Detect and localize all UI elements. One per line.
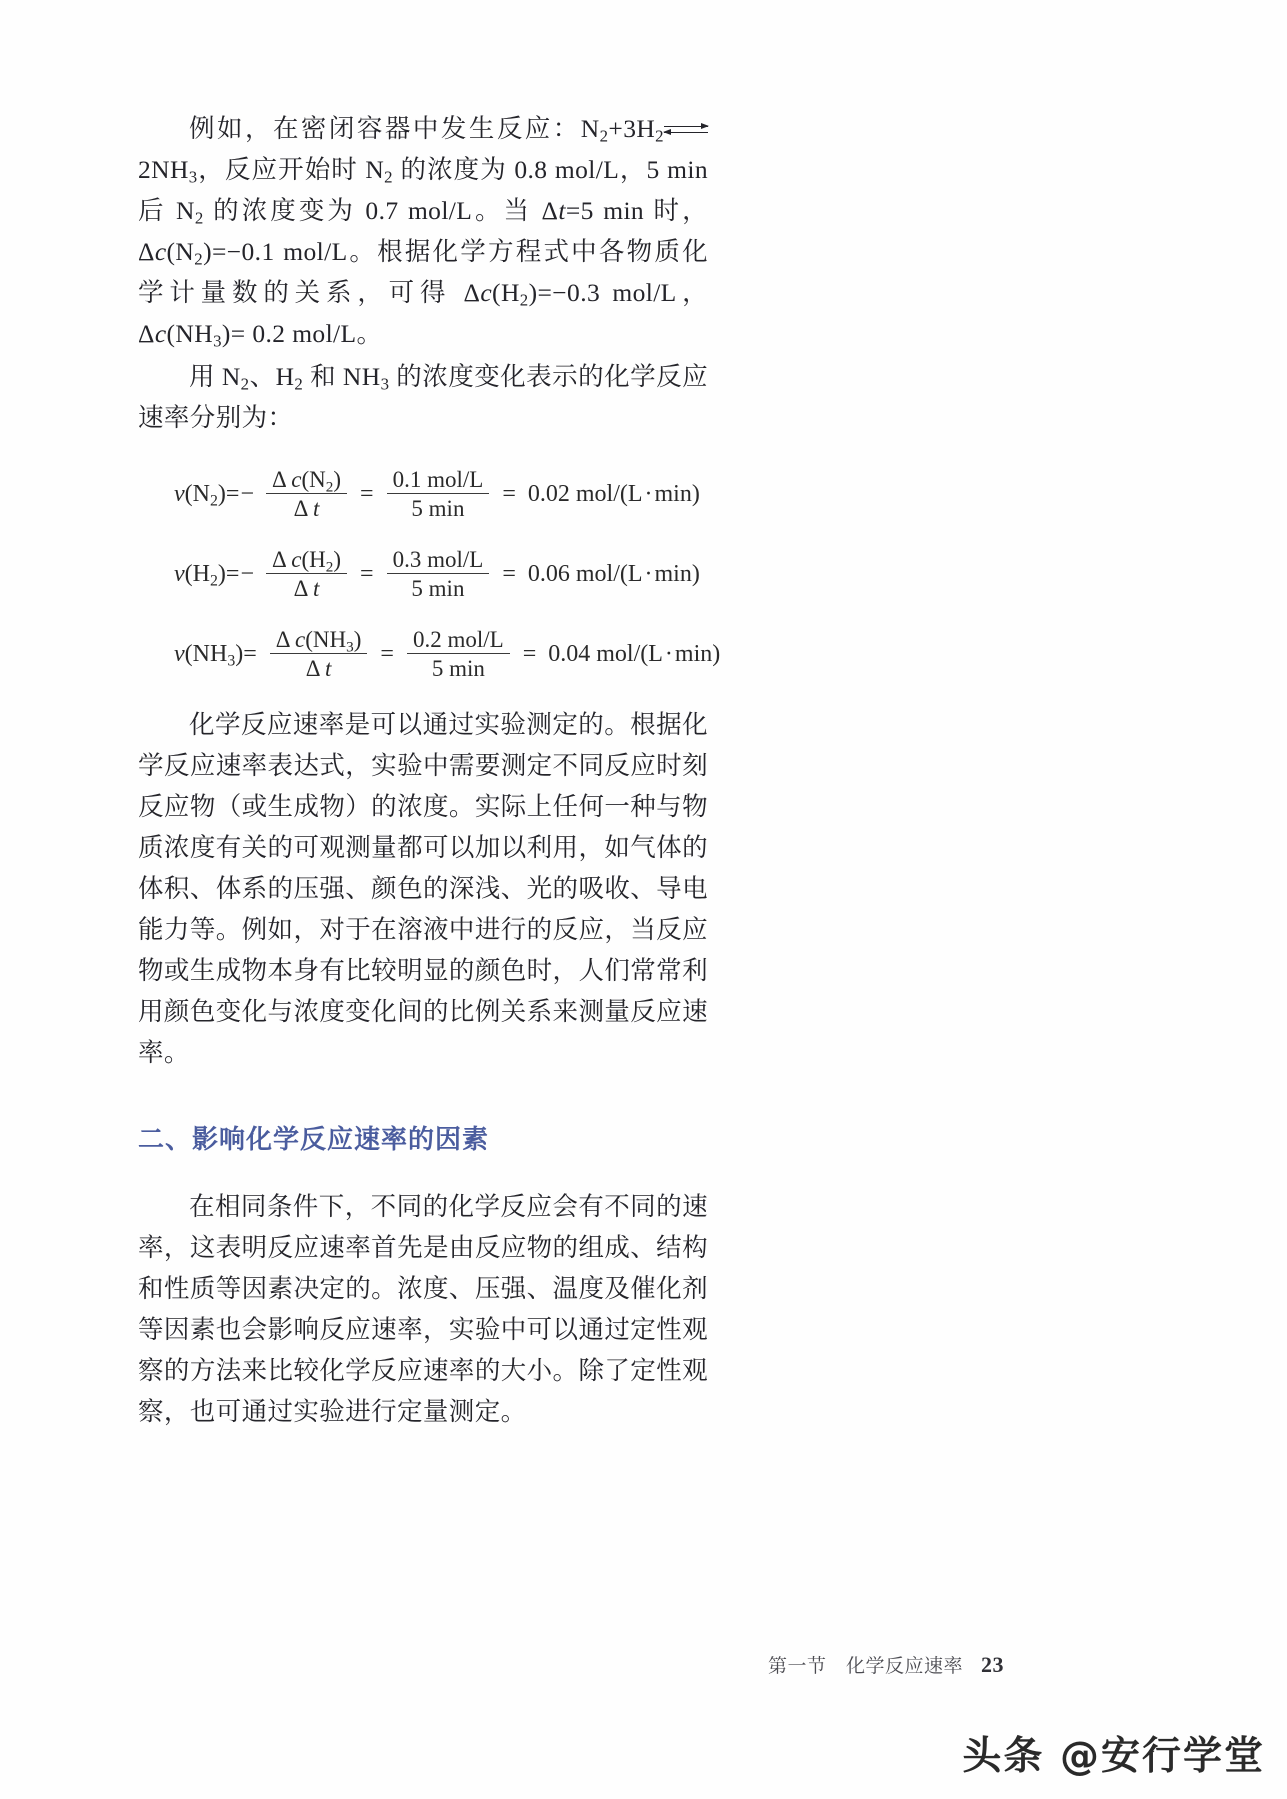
minus-sign: − xyxy=(240,481,254,507)
text-run: min) xyxy=(674,641,721,667)
text-run: )=−0.1 mol/L。根据化学方程式中各物质化学计量数的关系，可得 Δ xyxy=(138,237,708,307)
paragraph-rate-intro xyxy=(138,356,708,438)
delta-symbol: Δ xyxy=(305,656,320,681)
fraction-denominator: 5 min xyxy=(431,656,485,681)
text-run: (NH xyxy=(305,627,347,652)
fraction-values xyxy=(387,548,490,600)
subscript: 3 xyxy=(227,652,236,670)
subscript: 2 xyxy=(325,478,334,496)
text-run: 2NH xyxy=(138,155,189,184)
subscript: 2 xyxy=(294,374,304,394)
center-dot-icon: · xyxy=(644,561,653,587)
text-run: )= xyxy=(217,561,240,587)
formula-n2 xyxy=(138,468,708,520)
math-variable: c xyxy=(154,319,167,348)
equilibrium-arrow-icon xyxy=(664,118,708,144)
subscript: 2 xyxy=(194,208,204,228)
rate-symbol: v xyxy=(174,561,185,587)
math-variable: c xyxy=(154,237,167,266)
text-run: (H xyxy=(492,278,520,307)
subscript: 2 xyxy=(655,126,664,146)
math-variable: c xyxy=(291,547,302,572)
fraction-denominator: 5 min xyxy=(411,576,465,601)
text-run: 用 N xyxy=(189,362,241,391)
text-run: +3H xyxy=(608,114,656,143)
watermark: 头条 @安行学堂 xyxy=(962,1734,1265,1779)
equals-sign: = xyxy=(502,561,516,587)
fraction-numerator: 0.1 mol/L xyxy=(387,468,490,494)
text-run: ) xyxy=(333,547,342,572)
paragraph-factors: 在相同条件下，不同的化学反应会有不同的速率，这表明反应速率首先是由反应物的组成、结构和性质等因素决定的。浓度、压强、温度及催化剂等因素也会影响反应速率，实验中可以通过定性观察的方法来比较化学反应速率的大小。除了定性观察，也可通过实验进行定量测定。 xyxy=(138,1192,708,1426)
text-run: (H xyxy=(301,547,326,572)
text-run: 的浓度变化表示的化学反应速率分别为： xyxy=(138,362,708,432)
formula-nh3 xyxy=(138,627,721,681)
page-footer xyxy=(768,1651,1004,1678)
text-run: 的浓度变为 0.7 mol/L。当 Δ xyxy=(203,196,559,225)
text-run: =5 min 时，Δ xyxy=(138,196,708,266)
fraction-numerator xyxy=(266,468,347,494)
paragraph-example xyxy=(138,108,708,354)
subscript: 3 xyxy=(346,638,354,656)
text-run: )= xyxy=(235,641,257,667)
equals-sign: = xyxy=(360,481,374,507)
subscript: 3 xyxy=(188,167,198,187)
formula-result xyxy=(542,642,720,666)
math-variable: t xyxy=(325,656,332,681)
math-variable: t xyxy=(558,196,566,225)
text-run: 例如，在密闭容器中发生反应：N xyxy=(189,114,600,143)
math-variable: c xyxy=(480,278,493,307)
subscript: 2 xyxy=(384,167,393,187)
text-run: 0.02 mol/(L xyxy=(527,481,643,507)
text-run: (N xyxy=(301,467,326,492)
subscript: 2 xyxy=(519,290,529,310)
delta-symbol: Δ xyxy=(271,467,286,492)
subscript: 2 xyxy=(194,249,204,269)
fraction-numerator xyxy=(266,548,347,574)
formula-lhs xyxy=(174,481,240,510)
fraction-values xyxy=(407,628,510,680)
math-variable: t xyxy=(312,496,320,521)
text-run: 、H xyxy=(249,362,295,391)
text-run: min) xyxy=(654,481,700,507)
text-run: )= 0.2 mol/L。 xyxy=(221,319,383,348)
text-run: 和 NH xyxy=(303,362,381,391)
rate-symbol: v xyxy=(174,481,185,507)
subscript: 3 xyxy=(380,374,390,394)
text-run: 0.04 mol/(L xyxy=(548,641,663,667)
delta-symbol: Δ xyxy=(271,547,286,572)
fraction-numerator xyxy=(270,628,368,654)
math-variable: c xyxy=(295,627,306,652)
fraction-delta-c-over-delta-t xyxy=(266,548,347,600)
fraction-denominator xyxy=(288,494,326,520)
center-dot-icon: · xyxy=(664,641,673,667)
text-run: min) xyxy=(654,561,700,587)
paragraph-measurement: 化学反应速率是可以通过实验测定的。根据化学反应速率表达式，实验中需要测定不同反应时刻反应物（或生成物）的浓度。实际上任何一种与物质浓度有关的可观测量都可以加以利用，如气体的体积、体系的压强、颜色的深浅、光的吸收、导电能力等。例如，对于在溶液中进行的反应，当反应物或生成物本身有比较明显的颜色时，人们常常利用颜色变化与浓度变化间的比例关系来测量反应速率。 xyxy=(138,710,708,1067)
text-run: (NH xyxy=(184,641,228,667)
subscript: 2 xyxy=(240,374,250,394)
formula-lhs xyxy=(174,561,240,590)
fraction-numerator: 0.2 mol/L xyxy=(407,628,510,654)
minus-sign: − xyxy=(240,561,254,587)
subscript: 2 xyxy=(209,572,218,590)
text-run: )=−0.3 mol/L，Δ xyxy=(138,278,708,348)
formula-result xyxy=(522,482,700,506)
fraction-denominator xyxy=(288,574,326,600)
subscript: 3 xyxy=(213,331,222,351)
equals-sign: = xyxy=(502,481,516,507)
subscript: 2 xyxy=(325,558,334,576)
fraction-denominator xyxy=(300,654,338,680)
subscript: 2 xyxy=(209,492,218,510)
text-run: (H xyxy=(184,561,210,587)
text-run: (NH xyxy=(166,319,214,348)
fraction-numerator: 0.3 mol/L xyxy=(387,548,490,574)
fraction-delta-c-over-delta-t xyxy=(266,468,347,520)
math-variable: t xyxy=(312,576,320,601)
math-variable: c xyxy=(291,467,302,492)
equals-sign: = xyxy=(360,561,374,587)
equals-sign: = xyxy=(522,641,537,667)
delta-symbol: Δ xyxy=(293,496,308,521)
subscript: 2 xyxy=(599,126,609,146)
section-heading: 二、影响化学反应速率的因素 xyxy=(138,1125,490,1155)
equals-sign: = xyxy=(380,641,394,667)
formula-result xyxy=(522,562,700,586)
text-run: 的浓度为 0.8 mol/L，5 min 后 N xyxy=(138,155,708,225)
page-content xyxy=(138,108,721,1432)
formula-block xyxy=(138,467,721,681)
fraction-delta-c-over-delta-t xyxy=(270,628,368,680)
formula-lhs xyxy=(174,641,257,670)
fraction-denominator: 5 min xyxy=(411,496,465,521)
text-run: (N xyxy=(184,481,210,507)
fraction-values xyxy=(387,468,490,520)
text-run: (N xyxy=(166,237,195,266)
text-run: ) xyxy=(353,627,362,652)
formula-h2 xyxy=(138,548,708,600)
center-dot-icon: · xyxy=(644,481,653,507)
page-number: 23 xyxy=(981,1652,1004,1677)
text-run: 0.06 mol/(L xyxy=(527,561,643,587)
delta-symbol: Δ xyxy=(293,576,308,601)
text-run: ) xyxy=(333,467,342,492)
footer-section-label: 第一节 化学反应速率 xyxy=(767,1656,963,1677)
text-run: ，反应开始时 N xyxy=(197,155,385,184)
rate-symbol: v xyxy=(174,641,185,667)
delta-symbol: Δ xyxy=(275,627,290,652)
text-run: )= xyxy=(217,481,240,507)
